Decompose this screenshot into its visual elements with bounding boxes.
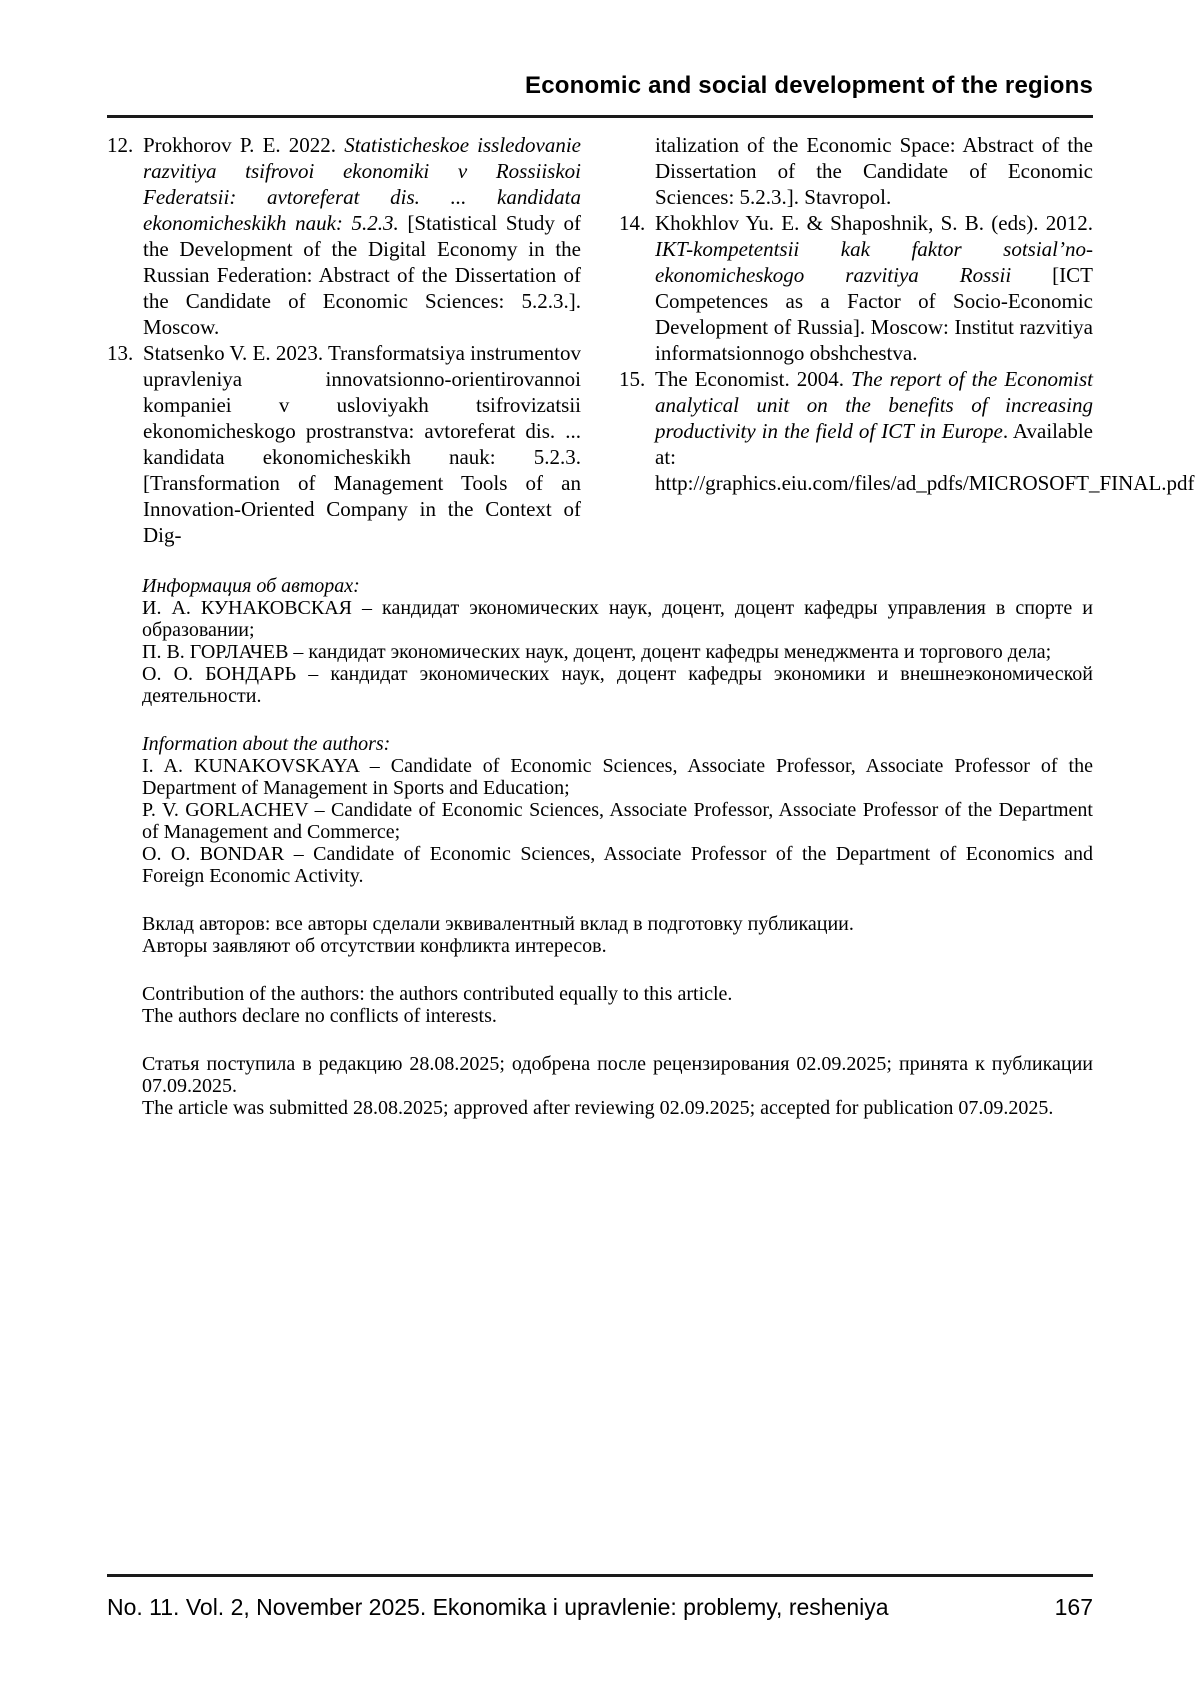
author-info-en <box>142 733 1093 887</box>
reference-text-segment: [ICT Competences as a Factor of Socio-Economic Development of Russia]. Moscow: Institut razvitiya informatsionnogo obshchestva. <box>655 263 1093 365</box>
author-info-ru <box>142 575 1093 707</box>
author-info-en-lines <box>142 755 1093 887</box>
text-paragraph: I. A. KUNAKOVSKAYA – Candidate of Economic Sciences, Associate Professor, Associate Professor of the Department of Management in Sports and Education; <box>142 755 1093 799</box>
reference-item <box>619 132 1093 210</box>
running-head <box>107 0 1093 100</box>
page-content <box>107 0 1195 1119</box>
text-paragraph: O. O. BONDAR – Candidate of Economic Sciences, Associate Professor of the Department of Economics and Foreign Economic Activity. <box>142 843 1093 887</box>
reference-number: 12. <box>107 133 134 157</box>
contribution-ru <box>142 913 1093 957</box>
reference-text-segment: Statisticheskoe issledovanie razvitiya tsifrovoi ekonomiki v Rossiiskoi Federatsii: avtoreferat dis. ... kandidata ekonomicheskikh nauk: 5.2.3. <box>143 133 581 235</box>
reference-item <box>619 210 1093 366</box>
text-paragraph: П. В. ГОРЛАЧЕВ – кандидат экономических наук, доцент, доцент кафедры менеджмента и торгового дела; <box>142 641 1052 663</box>
text-paragraph: The authors declare no conflicts of interests. <box>142 1005 497 1027</box>
reference-text-segment: Khokhlov Yu. E. & Shaposhnik, S. B. (eds). 2012. <box>655 211 1093 235</box>
reference-text-segment: . Available at: http://graphics.eiu.com/files/ad_pdfs/MICROSOFT_FINAL.pdf <box>655 419 1195 495</box>
text-paragraph: Авторы заявляют об отсутствии конфликта интересов. <box>142 935 607 957</box>
reference-item <box>107 340 581 548</box>
text-paragraph: О. О. БОНДАРЬ – кандидат экономических наук, доцент кафедры экономики и внешнеэкономической деятельности. <box>142 663 1093 707</box>
references-column-right <box>619 132 1195 548</box>
reference-item <box>107 132 581 340</box>
author-info-ru-heading: Информация об авторах: <box>142 575 360 597</box>
contribution-en <box>142 983 1093 1027</box>
contribution-ru-lines <box>142 913 1093 957</box>
references-column-left <box>107 132 581 548</box>
running-head-title: Economic and social development of the regions <box>525 72 1093 99</box>
article-dates <box>142 1053 1093 1119</box>
text-paragraph: И. А. КУНАКОВСКАЯ – кандидат экономических наук, доцент, доцент кафедры управления в спорте и образовании; <box>142 597 1093 641</box>
reference-text-segment: The Economist. 2004. <box>655 367 852 391</box>
page-footer <box>107 1574 1093 1620</box>
text-paragraph: Вклад авторов: все авторы сделали эквивалентный вклад в подготовку публикации. <box>142 913 854 935</box>
author-info-en-heading: Information about the authors: <box>142 733 391 755</box>
text-paragraph: Contribution of the authors: the authors contributed equally to this article. <box>142 983 733 1005</box>
text-paragraph: P. V. GORLACHEV – Candidate of Economic Sciences, Associate Professor, Associate Professor of the Department of Management and Commerce; <box>142 799 1093 843</box>
footer-journal-info: No. 11. Vol. 2, November 2025. Ekonomika i upravlenie: problemy, resheniya <box>107 1594 889 1620</box>
reference-text-segment: [Statistical Study of the Development of the Digital Economy in the Russian Federation: Abstract of the Dissertation of the Candidate of Economic Sciences: 5.2.3.]. Moscow. <box>143 211 581 339</box>
reference-number: 15. <box>619 367 646 391</box>
back-matter <box>142 575 1093 1119</box>
article-dates-lines <box>142 1053 1093 1119</box>
reference-text-segment: Prokhorov P. E. 2022. <box>143 133 345 157</box>
references-list <box>107 132 1195 548</box>
author-info-ru-lines <box>142 597 1093 707</box>
reference-item <box>619 366 1195 496</box>
reference-text-segment: The report of the Economist analytical unit on the benefits of increasing productivity in the field of ICT in Europe <box>655 367 1093 443</box>
text-paragraph: Статья поступила в редакцию 28.08.2025; одобрена после рецензирования 02.09.2025; принята к публикации 07.09.2025. <box>142 1053 1093 1097</box>
text-paragraph: The article was submitted 28.08.2025; approved after reviewing 02.09.2025; accepted for publication 07.09.2025. <box>142 1097 1054 1119</box>
reference-number: 14. <box>619 211 646 235</box>
footer-page-number: 167 <box>1054 1594 1093 1620</box>
contribution-en-lines <box>142 983 1093 1027</box>
reference-text-segment: italization of the Economic Space: Abstract of the Dissertation of the Candidate of Economic Sciences: 5.2.3.]. Stavropol. <box>655 133 1093 209</box>
header-rule <box>107 115 1093 118</box>
reference-text-segment: Statsenko V. E. 2023. Transformatsiya instrumentov upravleniya innovatsionno-orientirovannoi kompaniei v usloviyakh tsifrovizatsii ekonomicheskogo prostranstva: avtoreferat dis. ... kandidata ekonomicheskikh nauk: 5.2.3. [Transformation of Management Tools of an Innovation-Oriented Company in the Context of Dig- <box>143 341 581 547</box>
reference-number: 13. <box>107 341 134 365</box>
reference-text-segment: IKT-kompetentsii kak faktor sotsial’no-ekonomicheskogo razvitiya Rossii <box>655 237 1093 287</box>
